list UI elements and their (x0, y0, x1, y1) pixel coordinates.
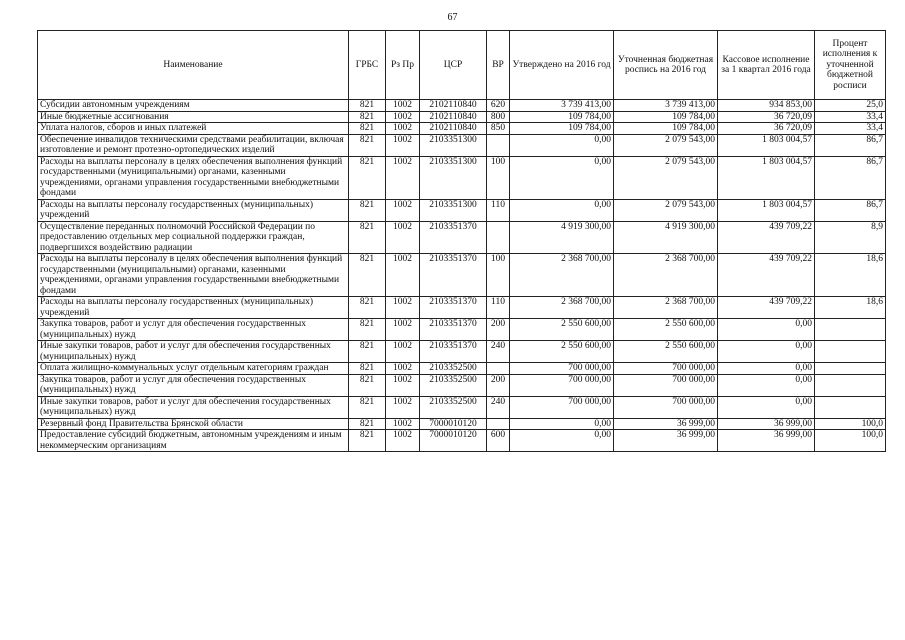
rzpr-cell: 1002 (386, 418, 420, 430)
percent-cell: 33,4 (815, 111, 886, 123)
vr-cell (487, 221, 510, 254)
grbs-cell: 821 (349, 123, 386, 135)
grbs-cell: 821 (349, 254, 386, 297)
table-row (38, 418, 886, 430)
csr-cell: 2102110840 (420, 100, 487, 112)
vr-cell: 240 (487, 341, 510, 363)
refined-cell: 2 550 600,00 (614, 341, 718, 363)
header-vr: ВР (487, 31, 510, 100)
refined-cell: 4 919 300,00 (614, 221, 718, 254)
vr-cell: 240 (487, 396, 510, 418)
table-row (38, 111, 886, 123)
grbs-cell: 821 (349, 341, 386, 363)
csr-cell: 2103351370 (420, 254, 487, 297)
grbs-cell: 821 (349, 319, 386, 341)
approved-cell: 109 784,00 (510, 111, 614, 123)
budget-table (37, 30, 886, 452)
percent-cell: 33,4 (815, 123, 886, 135)
table-row (38, 396, 886, 418)
grbs-cell: 821 (349, 430, 386, 452)
row-name-cell: Оплата жилищно-коммунальных услуг отдельным категориям граждан (38, 363, 349, 375)
cash-cell: 439 709,22 (718, 297, 815, 319)
percent-cell: 100,0 (815, 418, 886, 430)
cash-cell: 36 999,00 (718, 430, 815, 452)
approved-cell: 2 368 700,00 (510, 254, 614, 297)
table-row (38, 123, 886, 135)
cash-cell: 0,00 (718, 319, 815, 341)
vr-cell: 600 (487, 430, 510, 452)
cash-cell: 1 803 004,57 (718, 134, 815, 156)
row-name-cell: Субсидии автономным учреждениям (38, 100, 349, 112)
grbs-cell: 821 (349, 156, 386, 199)
percent-cell (815, 396, 886, 418)
rzpr-cell: 1002 (386, 254, 420, 297)
vr-cell (487, 418, 510, 430)
csr-cell: 7000010120 (420, 430, 487, 452)
table-row (38, 156, 886, 199)
grbs-cell: 821 (349, 363, 386, 375)
cash-cell: 36 720,09 (718, 123, 815, 135)
percent-cell (815, 319, 886, 341)
cash-cell: 0,00 (718, 374, 815, 396)
approved-cell: 700 000,00 (510, 363, 614, 375)
approved-cell: 2 550 600,00 (510, 319, 614, 341)
csr-cell: 2103351300 (420, 156, 487, 199)
percent-cell (815, 363, 886, 375)
approved-cell: 700 000,00 (510, 374, 614, 396)
vr-cell (487, 363, 510, 375)
table-row (38, 341, 886, 363)
percent-cell: 86,7 (815, 134, 886, 156)
row-name-cell: Расходы на выплаты персоналу государственных (муниципальных) учреждений (38, 297, 349, 319)
csr-cell: 2103351300 (420, 134, 487, 156)
grbs-cell: 821 (349, 134, 386, 156)
refined-cell: 2 368 700,00 (614, 254, 718, 297)
rzpr-cell: 1002 (386, 111, 420, 123)
rzpr-cell: 1002 (386, 199, 420, 221)
percent-cell: 18,6 (815, 254, 886, 297)
rzpr-cell: 1002 (386, 363, 420, 375)
table-row (38, 319, 886, 341)
rzpr-cell: 1002 (386, 396, 420, 418)
cash-cell: 1 803 004,57 (718, 156, 815, 199)
approved-cell: 0,00 (510, 199, 614, 221)
cash-cell: 0,00 (718, 396, 815, 418)
grbs-cell: 821 (349, 418, 386, 430)
csr-cell: 2103351370 (420, 297, 487, 319)
vr-cell: 200 (487, 374, 510, 396)
percent-cell: 100,0 (815, 430, 886, 452)
cash-cell: 1 803 004,57 (718, 199, 815, 221)
percent-cell (815, 374, 886, 396)
row-name-cell: Осуществление переданных полномочий Российской Федерации по предоставлению отдельных мер социальной поддержки граждан, подвергшихся воздействию радиации (38, 221, 349, 254)
csr-cell: 2103351370 (420, 341, 487, 363)
csr-cell: 2103352500 (420, 363, 487, 375)
csr-cell: 2103351370 (420, 319, 487, 341)
approved-cell: 0,00 (510, 134, 614, 156)
refined-cell: 2 079 543,00 (614, 134, 718, 156)
refined-cell: 36 999,00 (614, 418, 718, 430)
rzpr-cell: 1002 (386, 221, 420, 254)
refined-cell: 36 999,00 (614, 430, 718, 452)
refined-cell: 700 000,00 (614, 374, 718, 396)
vr-cell: 100 (487, 156, 510, 199)
header-approved: Утверждено на 2016 год (510, 31, 614, 100)
rzpr-cell: 1002 (386, 430, 420, 452)
rzpr-cell: 1002 (386, 297, 420, 319)
row-name-cell: Закупка товаров, работ и услуг для обеспечения государственных (муниципальных) нужд (38, 319, 349, 341)
row-name-cell: Резервный фонд Правительства Брянской области (38, 418, 349, 430)
grbs-cell: 821 (349, 199, 386, 221)
grbs-cell: 821 (349, 396, 386, 418)
cash-cell: 439 709,22 (718, 254, 815, 297)
table-row (38, 221, 886, 254)
approved-cell: 0,00 (510, 430, 614, 452)
vr-cell: 620 (487, 100, 510, 112)
header-csr: ЦСР (420, 31, 487, 100)
refined-cell: 700 000,00 (614, 363, 718, 375)
header-cash: Кассовое исполнение за 1 квартал 2016 года (718, 31, 815, 100)
vr-cell: 200 (487, 319, 510, 341)
header-percent: Процент исполнения к уточненной бюджетной росписи (815, 31, 886, 100)
row-name-cell: Иные закупки товаров, работ и услуг для обеспечения государственных (муниципальных) нужд (38, 341, 349, 363)
cash-cell: 0,00 (718, 341, 815, 363)
table-row (38, 199, 886, 221)
approved-cell: 700 000,00 (510, 396, 614, 418)
row-name-cell: Закупка товаров, работ и услуг для обеспечения государственных (муниципальных) нужд (38, 374, 349, 396)
approved-cell: 109 784,00 (510, 123, 614, 135)
page-number: 67 (447, 12, 458, 23)
cash-cell: 934 853,00 (718, 100, 815, 112)
refined-cell: 109 784,00 (614, 111, 718, 123)
row-name-cell: Обеспечение инвалидов техническими средствами реабилитации, включая изготовление и ремонт протезно-ортопедических изделий (38, 134, 349, 156)
row-name-cell: Расходы на выплаты персоналу в целях обеспечения выполнения функций государственными (муниципальными) органами, казенными учреждениями, органами управления государственными внебюджетными фондами (38, 156, 349, 199)
rzpr-cell: 1002 (386, 341, 420, 363)
cash-cell: 36 720,09 (718, 111, 815, 123)
percent-cell (815, 341, 886, 363)
vr-cell (487, 134, 510, 156)
csr-cell: 2103351300 (420, 199, 487, 221)
csr-cell: 2103352500 (420, 396, 487, 418)
table-row (38, 254, 886, 297)
refined-cell: 2 079 543,00 (614, 199, 718, 221)
refined-cell: 700 000,00 (614, 396, 718, 418)
refined-cell: 3 739 413,00 (614, 100, 718, 112)
header-row (38, 31, 886, 100)
percent-cell: 18,6 (815, 297, 886, 319)
refined-cell: 109 784,00 (614, 123, 718, 135)
vr-cell: 100 (487, 254, 510, 297)
csr-cell: 2102110840 (420, 123, 487, 135)
header-name: Наименование (38, 31, 349, 100)
approved-cell: 2 550 600,00 (510, 341, 614, 363)
table-body (38, 100, 886, 452)
row-name-cell: Расходы на выплаты персоналу государственных (муниципальных) учреждений (38, 199, 349, 221)
rzpr-cell: 1002 (386, 100, 420, 112)
approved-cell: 4 919 300,00 (510, 221, 614, 254)
approved-cell: 0,00 (510, 156, 614, 199)
cash-cell: 439 709,22 (718, 221, 815, 254)
grbs-cell: 821 (349, 100, 386, 112)
csr-cell: 2103351370 (420, 221, 487, 254)
approved-cell: 2 368 700,00 (510, 297, 614, 319)
grbs-cell: 821 (349, 111, 386, 123)
header-rzpr: Рз Пр (386, 31, 420, 100)
rzpr-cell: 1002 (386, 156, 420, 199)
table-row (38, 134, 886, 156)
header-grbs: ГРБС (349, 31, 386, 100)
grbs-cell: 821 (349, 297, 386, 319)
row-name-cell: Предоставление субсидий бюджетным, автономным учреждениям и иным некоммерческим организациям (38, 430, 349, 452)
header-refined: Уточненная бюджетная роспись на 2016 год (614, 31, 718, 100)
grbs-cell: 821 (349, 221, 386, 254)
table-row (38, 363, 886, 375)
rzpr-cell: 1002 (386, 319, 420, 341)
table-row (38, 297, 886, 319)
cash-cell: 36 999,00 (718, 418, 815, 430)
table-row (38, 374, 886, 396)
row-name-cell: Уплата налогов, сборов и иных платежей (38, 123, 349, 135)
vr-cell: 850 (487, 123, 510, 135)
refined-cell: 2 550 600,00 (614, 319, 718, 341)
refined-cell: 2 368 700,00 (614, 297, 718, 319)
table-row (38, 100, 886, 112)
rzpr-cell: 1002 (386, 134, 420, 156)
approved-cell: 3 739 413,00 (510, 100, 614, 112)
cash-cell: 0,00 (718, 363, 815, 375)
percent-cell: 25,0 (815, 100, 886, 112)
vr-cell: 110 (487, 297, 510, 319)
row-name-cell: Иные бюджетные ассигнования (38, 111, 349, 123)
vr-cell: 800 (487, 111, 510, 123)
row-name-cell: Иные закупки товаров, работ и услуг для обеспечения государственных (муниципальных) нужд (38, 396, 349, 418)
percent-cell: 86,7 (815, 199, 886, 221)
approved-cell: 0,00 (510, 418, 614, 430)
vr-cell: 110 (487, 199, 510, 221)
csr-cell: 2102110840 (420, 111, 487, 123)
row-name-cell: Расходы на выплаты персоналу в целях обеспечения выполнения функций государственными (муниципальными) органами, казенными учреждениями, органами управления государственными внебюджетными фондами (38, 254, 349, 297)
csr-cell: 7000010120 (420, 418, 487, 430)
rzpr-cell: 1002 (386, 374, 420, 396)
rzpr-cell: 1002 (386, 123, 420, 135)
refined-cell: 2 079 543,00 (614, 156, 718, 199)
percent-cell: 86,7 (815, 156, 886, 199)
grbs-cell: 821 (349, 374, 386, 396)
table-row (38, 430, 886, 452)
percent-cell: 8,9 (815, 221, 886, 254)
csr-cell: 2103352500 (420, 374, 487, 396)
